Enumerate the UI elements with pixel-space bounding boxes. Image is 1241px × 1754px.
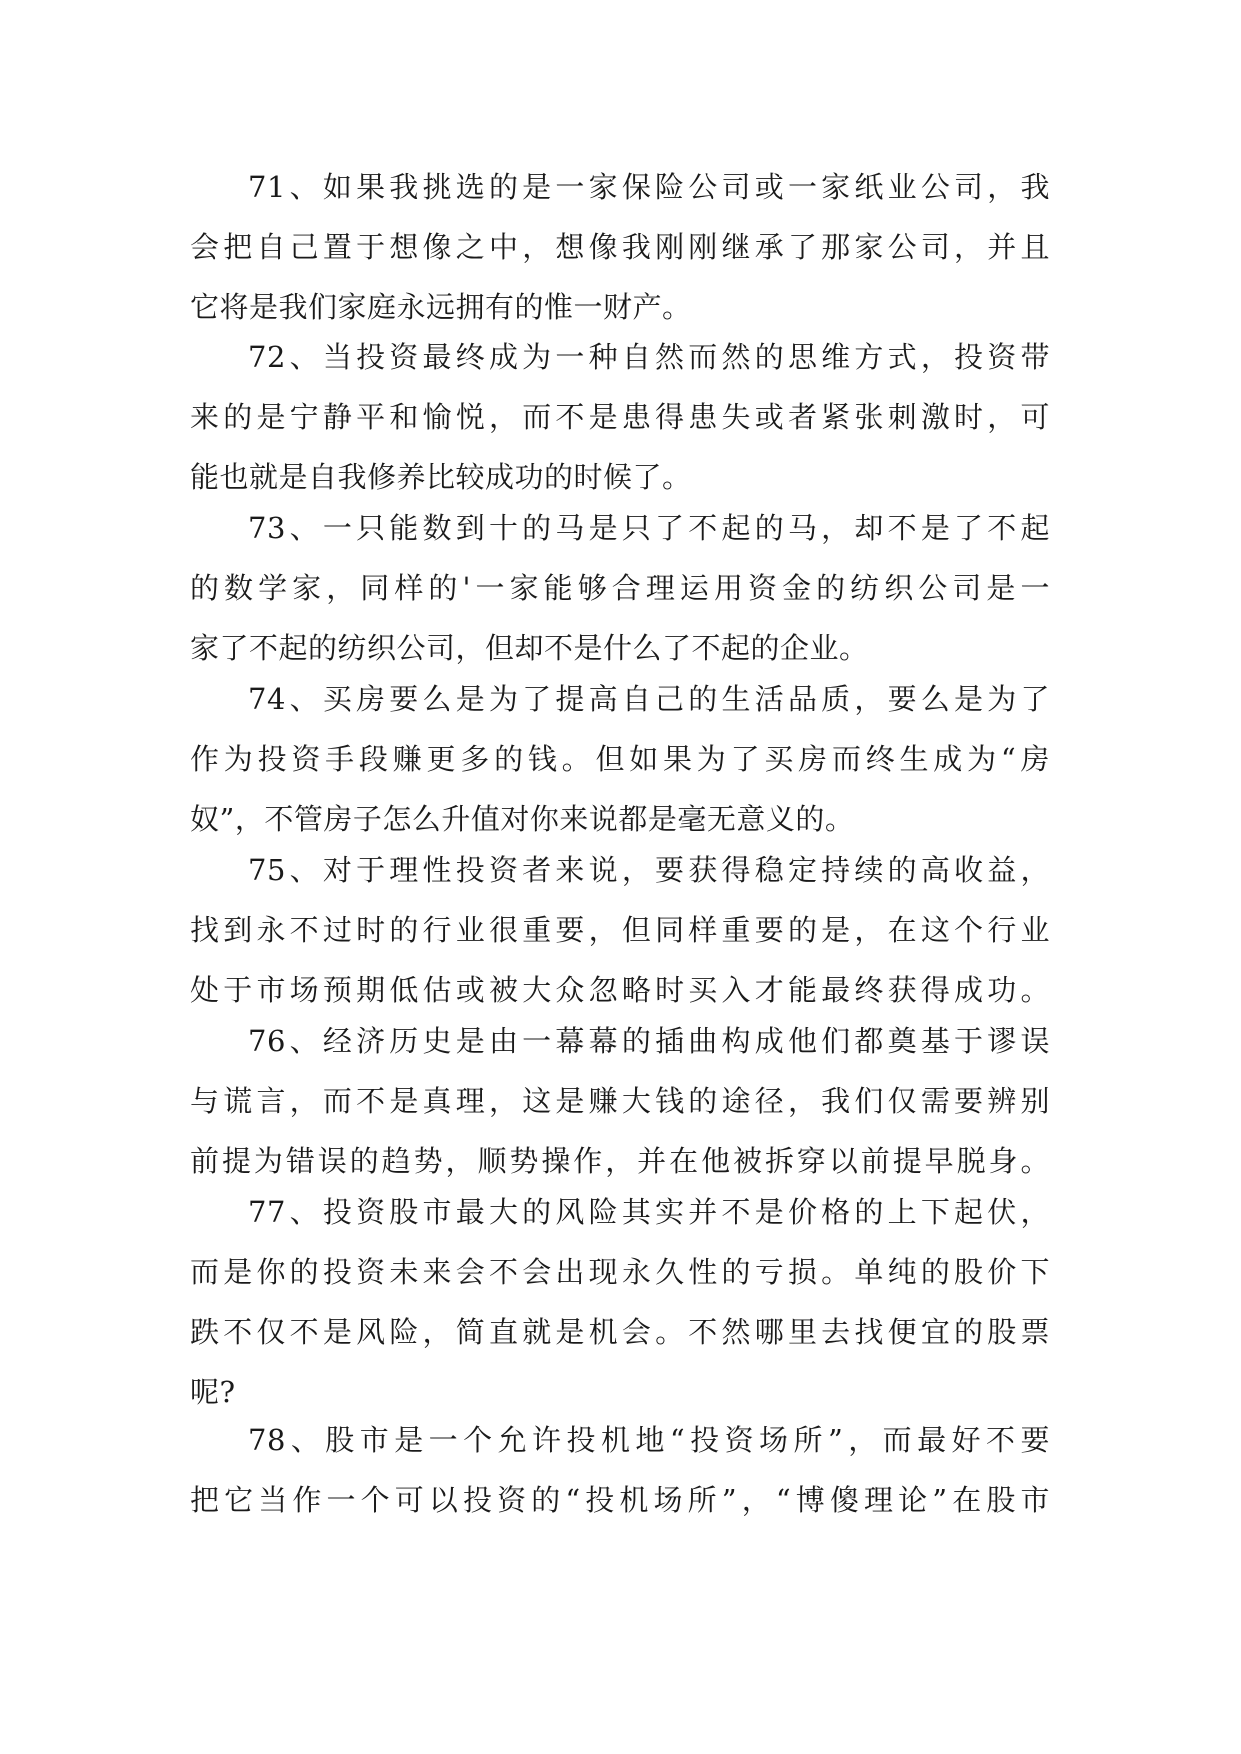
paragraph-line: 78、股市是一个允许投机地“投资场所”，而最好不要 — [248, 1423, 1050, 1457]
paragraph-76 — [190, 1011, 1050, 1191]
paragraph-line: 与谎言，而不是真理，这是赚大钱的途径，我们仅需要辨别 — [190, 1084, 1050, 1118]
paragraph-line: 的数学家，同样的'一家能够合理运用资金的纺织公司是一 — [190, 571, 1050, 605]
paragraph-line: 找到永不过时的行业很重要，但同样重要的是，在这个行业 — [190, 913, 1050, 947]
paragraph-line: 作为投资手段赚更多的钱。但如果为了买房而终生成为“房 — [190, 742, 1050, 776]
paragraph-line: 74、买房要么是为了提高自己的生活品质，要么是为了 — [248, 682, 1050, 716]
paragraph-line: 处于市场预期低估或被大众忽略时买入才能最终获得成功。 — [190, 973, 1050, 1007]
paragraph-line: 而是你的投资未来会不会出现永久性的亏损。单纯的股价下 — [190, 1255, 1050, 1289]
paragraph-line: 它将是我们家庭永远拥有的惟一财产。 — [190, 290, 692, 324]
paragraph-line: 71、如果我挑选的是一家保险公司或一家纸业公司，我 — [248, 170, 1050, 204]
paragraph-74 — [190, 669, 1050, 849]
paragraph-line: 呢? — [190, 1375, 236, 1409]
paragraph-line: 77、投资股市最大的风险其实并不是价格的上下起伏， — [248, 1195, 1050, 1229]
paragraph-line: 会把自己置于想像之中，想像我刚刚继承了那家公司，并且 — [190, 230, 1050, 264]
paragraph-77 — [190, 1182, 1050, 1422]
paragraph-71 — [190, 157, 1050, 337]
paragraph-line: 把它当作一个可以投资的“投机场所”，“博傻理论”在股市 — [190, 1483, 1050, 1517]
paragraph-75 — [190, 840, 1050, 1020]
paragraph-73 — [190, 498, 1050, 678]
paragraph-line: 跌不仅不是风险，简直就是机会。不然哪里去找便宜的股票 — [190, 1315, 1050, 1349]
paragraph-line: 家了不起的纺织公司，但却不是什么了不起的企业。 — [190, 631, 869, 665]
paragraph-line: 76、经济历史是由一幕幕的插曲构成他们都奠基于谬误 — [248, 1024, 1050, 1058]
paragraph-line: 来的是宁静平和愉悦，而不是患得患失或者紧张刺激时，可 — [190, 400, 1050, 434]
paragraph-line: 75、对于理性投资者来说，要获得稳定持续的高收益， — [248, 853, 1050, 887]
paragraph-line: 72、当投资最终成为一种自然而然的思维方式，投资带 — [248, 340, 1050, 374]
paragraph-line: 73、一只能数到十的马是只了不起的马，却不是了不起 — [248, 511, 1050, 545]
paragraph-line: 奴”，不管房子怎么升值对你来说都是毫无意义的。 — [190, 802, 855, 836]
paragraph-line: 能也就是自我修养比较成功的时候了。 — [190, 460, 692, 494]
paragraph-line: 前提为错误的趋势，顺势操作，并在他被拆穿以前提早脱身。 — [190, 1144, 1050, 1178]
paragraph-78 — [190, 1410, 1050, 1530]
paragraph-72 — [190, 327, 1050, 507]
